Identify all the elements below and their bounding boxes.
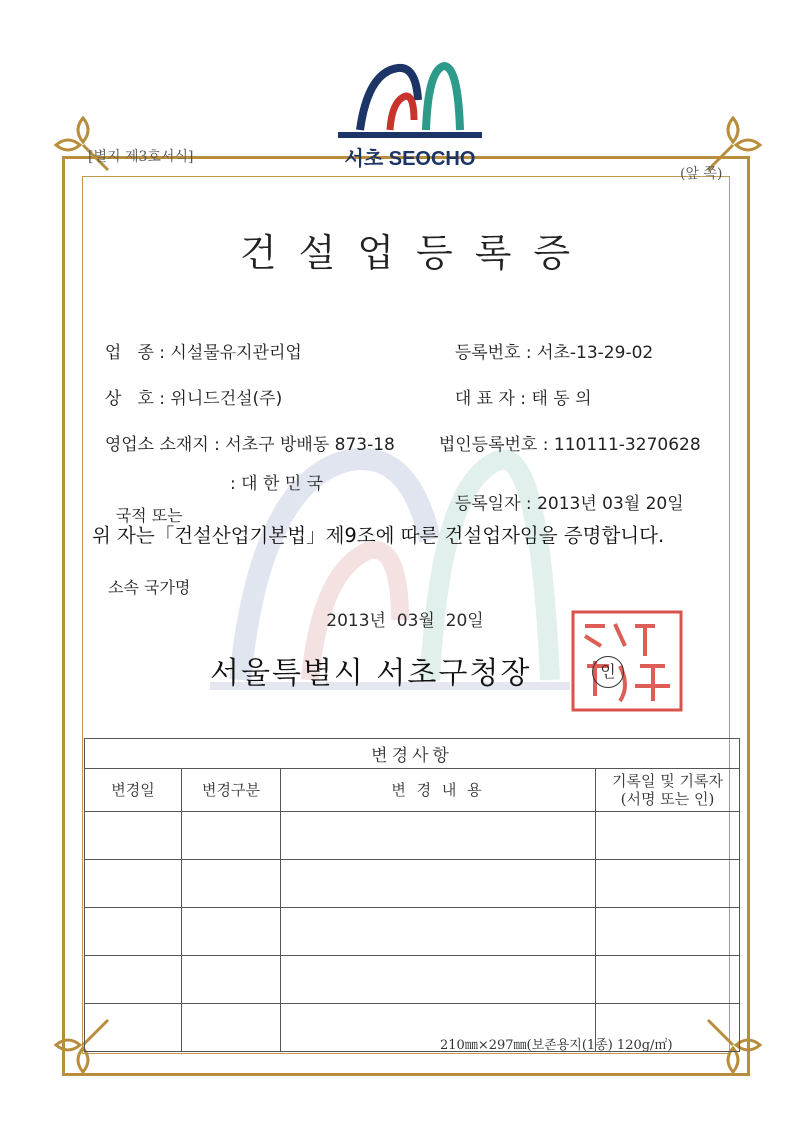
table-cell	[281, 908, 596, 956]
representative-value: 태 동 의	[531, 389, 592, 409]
field-reg-no: 등록번호 : 서초-13-29-02	[454, 343, 654, 363]
table-cell	[281, 956, 596, 1004]
field-nationality: : 대 한 민 국	[230, 474, 324, 494]
table-cell	[85, 860, 182, 908]
changes-table-title: 변경사항	[85, 739, 740, 769]
industry-label: 업 종	[104, 343, 154, 363]
field-corp-no: 법인등록번호 : 110111-3270628	[438, 435, 701, 455]
field-office: 영업소 소재지 : 서초구 방배동 873-18	[104, 435, 395, 455]
table-row	[85, 908, 740, 956]
corp-no-value: 110111-3270628	[553, 435, 701, 455]
table-cell	[85, 908, 182, 956]
reg-no-label: 등록번호	[454, 343, 521, 363]
col-recorder	[596, 769, 740, 812]
col-change-date: 변경일	[85, 769, 182, 812]
recorder-header-1: 기록일 및 기록자	[612, 772, 723, 790]
official-seal-icon	[565, 606, 689, 716]
nationality-value: 대 한 민 국	[241, 474, 324, 494]
industry-value: 시설물유지관리업	[170, 343, 302, 363]
page-title: 건설업등록증	[239, 231, 593, 275]
side-label: (앞 쪽)	[680, 166, 723, 182]
recorder-header-2: (서명 또는 인)	[620, 790, 715, 808]
issuer-name: 서울특별시 서초구청장	[210, 656, 532, 691]
table-row	[85, 860, 740, 908]
seocho-emblem-icon	[330, 60, 490, 140]
table-cell	[182, 860, 281, 908]
table-cell	[596, 812, 740, 860]
issue-date: 2013년 03월 20일	[326, 611, 484, 631]
company-label: 상 호	[104, 389, 154, 409]
office-value: 서초구 방배동 873-18	[225, 435, 395, 455]
form-label: [별지 제3호서식]	[88, 149, 194, 165]
fleur-corner-icon	[48, 110, 118, 180]
office-label: 영업소 소재지	[104, 435, 209, 455]
table-cell	[596, 956, 740, 1004]
table-cell	[85, 1004, 182, 1052]
corp-no-label: 법인등록번호	[438, 435, 538, 455]
table-cell	[596, 860, 740, 908]
table-cell	[182, 812, 281, 860]
reg-date-label: 등록일자	[454, 494, 521, 514]
table-cell	[182, 908, 281, 956]
changes-table	[84, 738, 740, 1052]
representative-label: 대 표 자	[454, 389, 515, 409]
logo-name-ko: 서초	[344, 148, 384, 170]
certification-statement: 위 자는「건설산업기본법」제9조에 따른 건설업자임을 증명합니다.	[92, 524, 665, 547]
seal-mark: 인	[592, 656, 624, 688]
paper-spec: 210㎜×297㎜(보존용지(1종) 120g/㎡)	[440, 1038, 673, 1053]
table-row	[85, 812, 740, 860]
logo-name-en: SEOCHO	[388, 148, 476, 170]
nationality-label-1: 국적 또는	[115, 506, 183, 525]
col-change-content: 변 경 내 용	[281, 769, 596, 812]
field-reg-date: 등록일자 : 2013년 03월 20일	[454, 494, 684, 514]
company-value: 위니드건설(주)	[170, 389, 283, 409]
field-industry: 업 종 : 시설물유지관리업	[104, 343, 302, 363]
reg-no-value: 서초-13-29-02	[537, 343, 654, 363]
table-cell	[596, 908, 740, 956]
field-representative: 대 표 자 : 태 동 의	[454, 389, 592, 409]
table-cell	[281, 812, 596, 860]
field-company: 상 호 : 위니드건설(주)	[104, 389, 283, 409]
table-cell	[281, 860, 596, 908]
table-cell	[85, 956, 182, 1004]
table-cell	[85, 812, 182, 860]
col-change-type: 변경구분	[182, 769, 281, 812]
table-row	[85, 956, 740, 1004]
seocho-logo	[330, 60, 490, 170]
table-cell	[182, 956, 281, 1004]
table-cell	[182, 1004, 281, 1052]
reg-date-value: 2013년 03월 20일	[537, 494, 684, 514]
nationality-label-2: 소속 국가명	[108, 578, 191, 597]
